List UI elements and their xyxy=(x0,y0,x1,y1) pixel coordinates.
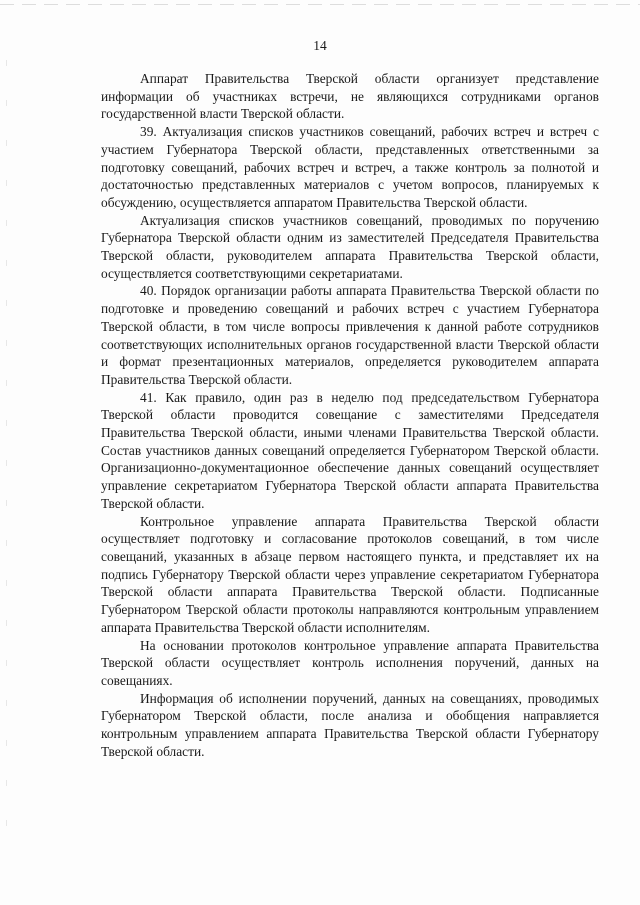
document-body xyxy=(101,70,599,760)
paragraph-participants-info: Аппарат Правительства Тверской области организует представление информации об участниках встречи, не являющихся сотрудниками органов государственной власти Тверской области. xyxy=(101,71,599,122)
paragraph-execution-information: Информация об исполнении поручений, данных на совещаниях, проводимых Губернатором Тверской области, после анализа и обобщения направляется контрольным управлением аппарата Правительства Тверской области Губернатору Тверской области. xyxy=(101,690,599,759)
paragraph-item-39: 39. Актуализация списков участников совещаний, рабочих встреч и встреч с участием Губернатора Тверской области, представленных ответственными за подготовку совещаний, рабочих встреч и встреч, а также контроль за полнотой и достаточностью представленных материалов с учетом вопросов, планируемых к обсуждению, осуществляется аппаратом Правительства Тверской области. xyxy=(101,124,599,210)
paragraph-protocol-based-control: На основании протоколов контрольное управление аппарата Правительства Тверской области осуществляет контроль исполнения поручений, данных на совещаниях. xyxy=(101,637,599,688)
scan-artifact-top xyxy=(0,4,640,5)
paragraph-item-40: 40. Порядок организации работы аппарата Правительства Тверской области по подготовке и проведению совещаний и рабочих встреч с участием Губернатора Тверской области, в том числе вопросы привлечения к данной работе сотрудников соответствующих исполнительных органов государственной власти Тверской области и формат презентационных материалов, определяется руководителем аппарата Правительства Тверской области. xyxy=(101,283,599,387)
paragraph-control-department-protocols: Контрольное управление аппарата Правительства Тверской области осуществляет подготовку и согласование протоколов совещаний, в том числе совещаний, указанных в абзаце первом настоящего пункта, и представляет их на подпись Губернатору Тверской области через управление секретариатом Губернатора Тверской области аппарата Правительства Тверской области. Подписанные Губернатором Тверской области протоколы направляются контрольным управлением аппарата Правительства Тверской области исполнителям. xyxy=(101,513,599,635)
scan-artifact-left xyxy=(6,60,7,840)
paragraph-participants-lists-update: Актуализация списков участников совещаний, проводимых по поручению Губернатора Тверской области одним из заместителей Председателя Правительства Тверской области, руководителем аппарата Правительства Тверской области, осуществляется соответствующими секретариатами. xyxy=(101,212,599,281)
paragraph-item-41: 41. Как правило, один раз в неделю под председательством Губернатора Тверской области проводится совещание с заместителями Председателя Правительства Тверской области, иными членами Правительства Тверской области. Состав участников данных совещаний определяется Губернатором Тверской области. Организационно-документационное обеспечение данных совещаний осуществляет управление секретариатом Губернатора Тверской области аппарата Правительства Тверской области. xyxy=(101,389,599,511)
page-number: 14 xyxy=(313,38,327,53)
